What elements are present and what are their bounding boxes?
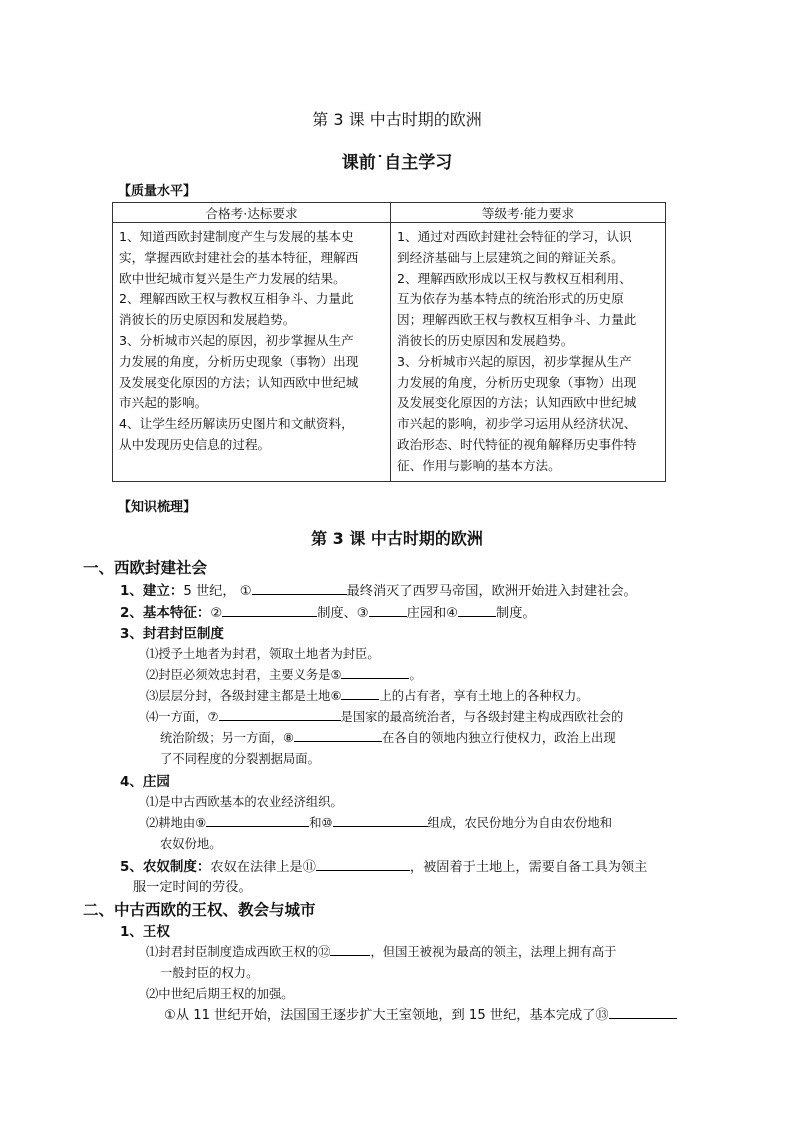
table-line: 征、作用与影响的基本方法。 [397,457,561,473]
table-line: 消彼长的历史原因和发展趋势。 [119,312,296,328]
item-text: 农奴在法律上是⑪ [210,860,316,875]
fill-blank-6[interactable] [341,686,379,700]
fill-blank-12[interactable] [330,942,370,956]
item-label: 4、庄园 [120,774,170,790]
item-text: ，被固着于土地上，需要自备工具为领主 [409,860,648,875]
table-line: 2、理解西欧王权与教权互相争斗、力量此 [119,291,354,307]
table-header-basic: 合格考·达标要求 [113,203,391,223]
item-text: ⑵耕地由⑨ [146,816,207,830]
item-3-point-1: ⑴授予土地者为封君，领取土地者为封臣。 [146,647,380,661]
item-text: ⑵封臣必须效忠封君，主要义务是⑤ [146,668,342,682]
fill-blank-8[interactable] [294,728,382,742]
table-line: 3、分析城市兴起的原因，初步掌握从生产 [119,332,354,348]
section-2-point-2: ⑵中世纪后期王权的加强。 [146,987,294,1001]
item-label: 3、封君封臣制度 [120,626,224,642]
table-line: 互为依存为基本特点的统治形式的历史原 [397,291,624,307]
table-line: 市兴起的影响。 [119,395,208,411]
section-subtitle: 课前˙自主学习 [341,153,453,173]
fill-blank-1[interactable] [252,581,347,595]
section-2-point-1 [146,942,616,960]
item-text: 制度、③ [317,606,369,621]
quality-table [112,202,666,482]
table-header-advanced: 等级考·能力要求 [391,203,666,223]
item-text: 组成，农民份地分为自由农份地和 [427,816,613,830]
knowledge-label: 【知识梳理】 [118,500,197,515]
table-line: 及发展变化原因的方法；认知西欧中世纪城 [119,374,359,390]
table-line: 及发展变化原因的方法；认知西欧中世纪城 [397,395,637,411]
table-line: 消彼长的历史原因和发展趋势。 [397,332,574,348]
fill-blank-13[interactable] [609,1005,677,1019]
item-text: 是国家的最高统治者，与各级封建主构成西欧社会的 [340,710,624,724]
item-label: 5、农奴制度： [120,859,211,875]
table-cell-basic [113,223,391,482]
quality-label: 【质量水平】 [118,184,197,199]
table-line: 欧中世纪城市复兴是生产力发展的结果。 [119,270,346,286]
fill-blank-9[interactable] [206,813,309,827]
table-line: 市兴起的影响，初步学习运用从经济状况、 [397,416,637,432]
item-text: 和⑩ [309,816,333,830]
section-2-point-2-sub-1 [164,1004,677,1023]
section-1-heading: 一、西欧封建社会 [83,559,208,577]
item-text: ①从 11 世纪开始，法国国王逐步扩大王室领地，到 15 世纪，基本完成了⑬ [164,1008,609,1023]
item-text: ⑶层层分封，各级封建主都是土地⑥ [146,689,342,703]
item-3-point-3 [146,686,589,704]
table-line: 1、知道西欧封建制度产生与发展的基本史 [119,229,354,244]
table-line: 1、通过对西欧封建社会特征的学习，认识 [397,229,632,244]
item-5-serfdom [120,855,647,875]
item-text: 。 [409,668,422,682]
section-2-heading: 二、中古西欧的王权、教会与城市 [83,901,316,919]
item-2-features [120,601,536,621]
table-line: 2、理解西欧形成以王权与教权互相利用、 [397,270,632,286]
section-2-point-1-cont: 一般封臣的权力。 [160,966,259,980]
item-3-point-4 [146,707,623,725]
item-text: 在各自的领地内独立行使权力，政治上出现 [382,731,616,745]
item-5-serfdom-cont: 服一定时间的劳役。 [133,880,252,895]
item-text: ，但国王被视为最高的领主，法理上拥有高于 [370,945,617,959]
table-line: 从中发现历史信息的过程。 [119,436,271,452]
item-text: ② [210,606,223,621]
item-text: 最终消灭了西罗马帝国，欧洲开始进入封建社会。 [346,584,637,599]
item-3-point-4-cont [160,728,616,746]
table-line: 力发展的角度，分析历史现象（事物）出现 [119,353,359,369]
table-line: 4、让学生经历解读历史图片和文献资料， [119,416,354,432]
item-3-point-2 [146,665,422,683]
item-text: 5 世纪， ① [183,584,252,599]
item-4-point-2-cont: 农奴份地。 [160,837,222,851]
item-text: 庄园和④ [406,606,459,621]
table-line: 力发展的角度，分析历史现象（事物）出现 [397,374,637,390]
table-line: 3、分析城市兴起的原因，初步掌握从生产 [397,353,632,369]
item-3-heading [120,622,224,642]
table-line: 政治形态、时代特征的视角解释历史事件特 [397,436,637,452]
fill-blank-11[interactable] [316,857,410,871]
fill-blank-3[interactable] [369,603,407,617]
item-3-point-4-end: 了不同程度的分裂割据局面。 [160,752,320,766]
lesson-title-2: 第 3 课 中古时期的欧洲 [311,529,483,548]
fill-blank-10[interactable] [333,813,428,827]
table-line: 实，掌握西欧封建社会的基本特征，理解西 [119,249,359,265]
item-label: 1、建立： [120,583,184,599]
table-line: 因；理解西欧王权与教权互相争斗、力量此 [397,312,637,328]
item-label: 2、基本特征： [120,605,211,621]
lesson-title: 第 3 课 中古时期的欧洲 [312,110,482,129]
fill-blank-5[interactable] [341,665,409,679]
table-cell-advanced [391,223,666,482]
item-4-heading [120,770,170,790]
item-text: 制度。 [496,606,536,621]
item-text: ⑴封君封臣制度造成西欧王权的⑫ [146,945,331,959]
section-2-item-1-heading [120,920,170,940]
item-4-point-1: ⑴是中古西欧基本的农业经济组织。 [146,795,343,809]
fill-blank-2[interactable] [222,603,317,617]
item-1-establish [120,579,637,599]
item-4-point-2 [146,813,612,831]
table-line: 到经济基础与上层建筑之间的辩证关系。 [397,249,624,265]
item-text: 统治阶级；另一方面，⑧ [160,731,294,745]
fill-blank-4[interactable] [458,603,496,617]
item-text: 上的占有者，享有土地上的各种权力。 [379,689,589,703]
item-label: 1、王权 [120,924,170,940]
fill-blank-7[interactable] [219,707,341,721]
item-text: ⑷一方面，⑦ [146,710,219,724]
